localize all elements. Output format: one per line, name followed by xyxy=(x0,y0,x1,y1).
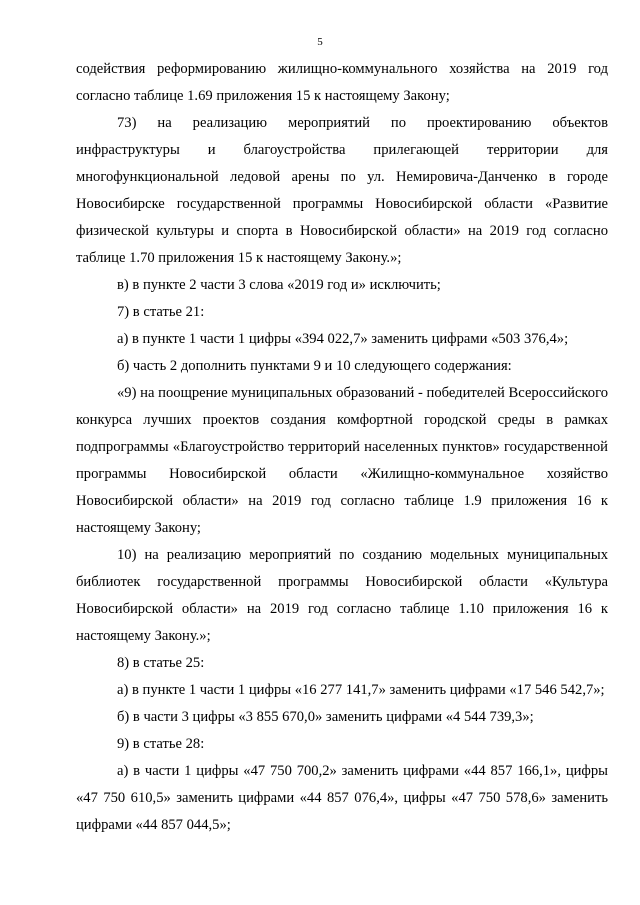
paragraph-item-8: 8) в статье 25: xyxy=(117,655,205,671)
paragraph-subitem-a-art28: а) в части 1 цифры «47 750 700,2» заменить цифрами «44 857 166,1», цифры «47 750 610,5» заменить цифрами «44 857 076,4», цифры «47 750 578,6» заменить цифрами «44 857 044,5»; xyxy=(76,763,608,833)
paragraph-continuation: содействия реформированию жилищно-коммунального хозяйства на 2019 год согласно таблице 1.69 приложения 15 к настоящему Закону; xyxy=(76,61,608,104)
paragraph-subitem-b-art21: б) часть 2 дополнить пунктами 9 и 10 следующего содержания: xyxy=(117,358,512,374)
paragraph-item-10: 10) на реализацию мероприятий по созданию модельных муниципальных библиотек государственной программы Новосибирской области «Культура Новосибирской области» на 2019 год согласно таблице 1.10 приложения 16 к настоящему Закону.»; xyxy=(76,547,608,644)
paragraph-item-9: «9) на поощрение муниципальных образований - победителей Всероссийского конкурса лучших проектов создания комфортной городской среды в рамках подпрограммы «Благоустройство территорий населенных пунктов» государственной программы Новосибирской области «Жилищно-коммунальное хозяйство Новосибирской области» на 2019 год согласно таблице 1.9 приложения 16 к настоящему Закону; xyxy=(76,385,608,536)
paragraph-subitem-a-art21: а) в пункте 1 части 1 цифры «394 022,7» заменить цифрами «503 376,4»; xyxy=(117,331,569,347)
page-number: 5 xyxy=(317,36,323,48)
paragraph-subitem-a-art25: а) в пункте 1 части 1 цифры «16 277 141,7» заменить цифрами «17 546 542,7»; xyxy=(117,682,605,698)
paragraph-subitem-b-art25: б) в части 3 цифры «3 855 670,0» заменить цифрами «4 544 739,3»; xyxy=(117,709,534,725)
paragraph-item-7: 7) в статье 21: xyxy=(117,304,205,320)
paragraph-subitem-v: в) в пункте 2 части 3 слова «2019 год и» исключить; xyxy=(117,277,441,293)
paragraph-item-73: 73) на реализацию мероприятий по проектированию объектов инфраструктуры и благоустройства прилегающей территории для многофункциональной ледовой арены по ул. Немировича-Данченко в городе Новосибирске государственной программы Новосибирской области «Развитие физической культуры и спорта в Новосибирской области» на 2019 год согласно таблице 1.70 приложения 15 к настоящему Закону.»; xyxy=(76,115,608,266)
paragraph-item-9-art28: 9) в статье 28: xyxy=(117,736,205,752)
document-body xyxy=(76,56,608,839)
